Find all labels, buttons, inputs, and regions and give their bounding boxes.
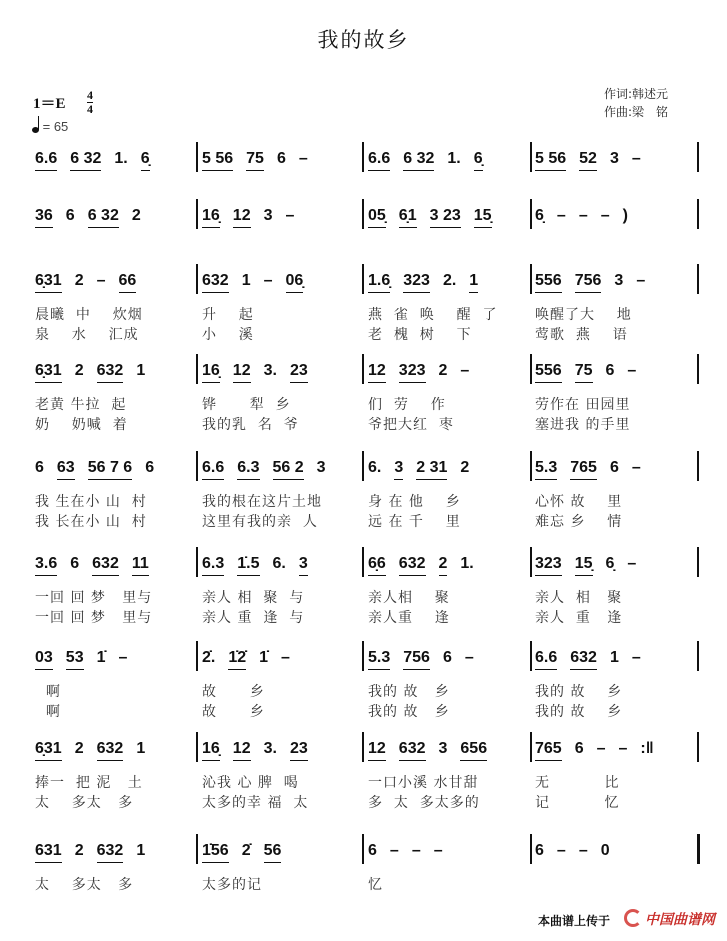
lyric-verse-2: 太多的幸 福 太: [202, 795, 309, 811]
lyric-verse-2: 莺歌 燕 语: [535, 327, 628, 343]
note-group: 632: [97, 362, 124, 383]
notation-line: [0, 207, 727, 231]
time-sig-top: 4: [87, 88, 93, 102]
note-group: 2.: [442, 272, 457, 289]
logo-icon: [624, 909, 642, 927]
lyric-verse-2: 塞进我 的手里: [535, 417, 631, 433]
note-group: 6: [605, 362, 615, 379]
note-group: 23: [290, 740, 308, 761]
note-group: :‖: [640, 740, 654, 757]
lyric-verse-1: 啊: [35, 684, 61, 700]
note-group: –: [631, 459, 641, 476]
note-group: 1.6̣: [368, 272, 390, 293]
note-group: 3: [316, 459, 326, 476]
note-group: 632: [92, 555, 119, 576]
measure: [368, 649, 487, 673]
notation-line: [0, 272, 727, 296]
lyric-verse-1: 亲人相 聚: [368, 590, 450, 606]
lyric-verse-2: 故 乡: [202, 704, 265, 720]
note-group: 6̣31: [35, 740, 62, 761]
note-group: 6: [70, 555, 80, 572]
bar-line: [362, 451, 364, 481]
note-group: 3: [438, 740, 448, 757]
lyric-verse-1: 亲人 相 聚: [535, 590, 623, 606]
note-group: –: [578, 842, 588, 859]
measure: [368, 150, 496, 174]
note-group: 632: [570, 649, 597, 670]
note-group: 6̣1: [399, 207, 417, 228]
note-group: 6̣: [141, 150, 150, 171]
note-group: 2: [438, 362, 448, 379]
measure: [368, 459, 482, 483]
lyric-verse-2: 太 多太 多: [35, 795, 134, 811]
bar-line: [362, 732, 364, 762]
note-group: 756: [403, 649, 430, 670]
note-group: 6: [276, 150, 286, 167]
measure: [202, 362, 321, 386]
note-group: 3.: [263, 362, 277, 379]
lyric-verse-2: 小 溪: [202, 327, 254, 343]
note-group: 1̇56: [202, 842, 229, 863]
note-group: 1: [136, 362, 146, 379]
bar-line: [697, 199, 699, 229]
bar-line: [362, 354, 364, 384]
lyric-verse-1: 太 多太 多: [35, 877, 134, 893]
measure: [35, 555, 162, 579]
measure: [35, 842, 158, 866]
note-group: 6 32: [70, 150, 101, 171]
note-group: 6: [574, 740, 584, 757]
note-group: 6: [609, 459, 619, 476]
bar-line: [530, 451, 532, 481]
note-group: 323: [535, 555, 562, 576]
measure: [202, 555, 321, 579]
note-group: 3.6: [35, 555, 57, 576]
note-group: 12: [233, 207, 251, 228]
measure: [368, 207, 505, 231]
key-signature: 1＝E: [33, 96, 66, 112]
note-group: 1̇2̇: [228, 649, 246, 670]
bar-line: [697, 142, 699, 172]
lyric-verse-1: 忆: [368, 877, 383, 893]
note-group: 52: [579, 150, 597, 171]
lyric-verse-2: 我的 故 乡: [535, 704, 623, 720]
note-group: 36: [35, 207, 53, 228]
lyric-verse-1: 无 比: [535, 775, 620, 791]
notation-line: [0, 740, 727, 764]
quarter-note-icon: [32, 127, 39, 133]
measure: [535, 842, 623, 866]
measure: [202, 842, 294, 866]
tempo-value: = 65: [42, 119, 69, 134]
bar-line: [530, 354, 532, 384]
note-group: 6: [65, 207, 75, 224]
lyric-verse-2: 难忘 乡 情: [535, 514, 623, 530]
note-group: 6.: [272, 555, 286, 572]
note-group: 1.: [114, 150, 128, 167]
note-group: 53: [66, 649, 84, 670]
measure: [202, 459, 339, 483]
bar-line: [697, 732, 699, 762]
time-signature: [87, 89, 93, 116]
bar-line: [697, 354, 699, 384]
note-group: 323: [399, 362, 426, 383]
note-group: 15̣: [474, 207, 492, 228]
bar-line: [697, 547, 699, 577]
note-group: –: [460, 362, 470, 379]
note-group: –: [627, 555, 637, 572]
bar-line: [362, 641, 364, 671]
note-group: 2: [74, 740, 84, 757]
note-group: –: [556, 842, 566, 859]
lyric-verse-1: 升 起: [202, 307, 254, 323]
note-group: 632: [97, 740, 124, 761]
lyric-verse-1: 们 劳 作: [368, 397, 446, 413]
measure: [35, 150, 163, 174]
lyric-verse-1: 铧 犁 乡: [202, 397, 291, 413]
note-group: 6: [35, 459, 44, 476]
note-group: 5.3: [535, 459, 557, 480]
note-group: 2: [131, 207, 141, 224]
measure: [35, 649, 140, 673]
note-group: 3: [394, 459, 403, 480]
note-group: 12: [368, 362, 386, 383]
note-group: 6̣31: [35, 362, 62, 383]
bar-line: [697, 264, 699, 294]
note-group: 12: [233, 362, 251, 383]
note-group: 06̣: [286, 272, 304, 293]
lyric-verse-1: 心怀 故 里: [535, 494, 623, 510]
bar-line: [196, 834, 198, 864]
note-group: –: [627, 362, 637, 379]
measure: [535, 150, 654, 174]
note-group: 6̣31: [35, 272, 62, 293]
bar-line: [362, 199, 364, 229]
note-group: 66: [119, 272, 137, 293]
lyric-verse-1: 劳作在 田园里: [535, 397, 631, 413]
note-group: 3.: [263, 740, 277, 757]
lyric-verse-2: 我的乳 名 爷: [202, 417, 299, 433]
lyric-verse-1: 太多的记: [202, 877, 262, 893]
lyric-verse-2: 爷把大红 枣: [368, 417, 454, 433]
notation-line: [0, 459, 727, 483]
note-group: –: [118, 649, 128, 666]
note-group: 3: [614, 272, 624, 289]
note-group: –: [596, 740, 606, 757]
note-group: 2 31: [416, 459, 447, 480]
lyric-verse-1: 我的 故 乡: [535, 684, 623, 700]
note-group: –: [281, 649, 290, 666]
time-sig-bottom: 4: [87, 102, 93, 116]
note-group: 6̣: [535, 207, 544, 224]
lyric-verse-1: 唤醒了大 地: [535, 307, 632, 323]
note-group: 23: [290, 362, 308, 383]
bar-line: [196, 732, 198, 762]
measure: [202, 649, 303, 673]
notation-line: [0, 150, 727, 174]
note-group: 632: [399, 555, 426, 576]
measure: [535, 740, 667, 764]
note-group: 756: [575, 272, 602, 293]
note-group: 05̣: [368, 207, 386, 228]
note-group: 2̇.: [202, 649, 216, 666]
bar-line: [530, 834, 532, 864]
note-group: 6 32: [403, 150, 434, 171]
lyric-verse-1: 燕 雀 唤 醒 了: [368, 307, 498, 323]
note-group: –: [433, 842, 443, 859]
note-group: 1: [136, 842, 146, 859]
bar-line: [530, 732, 532, 762]
note-group: 75: [246, 150, 264, 171]
measure: [535, 555, 649, 579]
note-group: ): [622, 207, 628, 224]
composer: 作曲:梁 铭: [604, 105, 669, 119]
bar-line: [697, 834, 700, 864]
notation-line: [0, 555, 727, 579]
bar-line: [196, 199, 198, 229]
note-group: –: [285, 207, 295, 224]
lyric-verse-2: 我的 故 乡: [368, 704, 450, 720]
measure: [35, 362, 158, 386]
note-group: 6̣: [474, 150, 483, 171]
lyric-verse-2: 啊: [35, 704, 61, 720]
measure: [535, 207, 641, 231]
bar-line: [697, 451, 699, 481]
lyricist: 作词:韩述元: [604, 87, 669, 101]
note-group: 2: [74, 842, 84, 859]
note-group: 6.6: [535, 649, 557, 670]
note-group: 323: [403, 272, 430, 293]
bar-line: [530, 547, 532, 577]
note-group: 6̣6: [368, 555, 386, 576]
lyric-verse-2: 泉 水 汇成: [35, 327, 139, 343]
note-group: 6.3: [202, 555, 224, 576]
lyric-verse-1: 老黄 牛拉 起: [35, 397, 127, 413]
note-group: –: [631, 150, 641, 167]
note-group: 6.6: [35, 150, 57, 171]
note-group: 03: [35, 649, 53, 670]
note-group: 0: [600, 842, 610, 859]
note-group: 632: [202, 272, 229, 293]
lyric-verse-1: 我的 故 乡: [368, 684, 450, 700]
note-group: 56 2: [273, 459, 304, 480]
lyric-verse-1: 故 乡: [202, 684, 265, 700]
bar-line: [196, 451, 198, 481]
measure: [202, 207, 307, 231]
note-group: 1̇: [96, 649, 106, 666]
bar-line: [697, 641, 699, 671]
note-group: 75: [575, 362, 593, 383]
measure: [368, 555, 487, 579]
note-group: 2̇: [241, 842, 251, 859]
note-group: 6: [442, 649, 452, 666]
lyric-verse-1: 沁我 心 脾 喝: [202, 775, 299, 791]
notation-line: [0, 842, 727, 866]
notation-line: [0, 649, 727, 673]
lyric-verse-2: 奶 奶喊 着: [35, 417, 128, 433]
lyric-verse-2: 亲人 重 逢: [535, 610, 623, 626]
note-group: 2: [74, 362, 84, 379]
bar-line: [530, 264, 532, 294]
bar-line: [530, 641, 532, 671]
lyric-verse-1: 捧一 把 泥 土: [35, 775, 143, 791]
note-group: 3: [299, 555, 308, 576]
note-group: –: [464, 649, 474, 666]
measure: [35, 740, 158, 764]
note-group: 6: [368, 842, 377, 859]
lyric-verse-1: 一回 回 梦 里与: [35, 590, 153, 606]
measure: [35, 459, 167, 483]
note-group: 3 23: [430, 207, 461, 228]
song-title: 我的故乡: [317, 28, 410, 52]
note-group: 63: [57, 459, 75, 480]
note-group: 556: [535, 362, 562, 383]
footer-text: 本曲谱上传于: [538, 914, 611, 928]
measure: [35, 272, 149, 296]
note-group: 765: [535, 740, 562, 761]
note-group: 2: [460, 459, 470, 476]
note-group: –: [96, 272, 106, 289]
lyric-verse-2: 一回 回 梦 里与: [35, 610, 153, 626]
note-group: –: [578, 207, 588, 224]
measure: [368, 842, 456, 866]
measure: [535, 362, 649, 386]
note-group: 632: [399, 740, 426, 761]
note-group: 1̇.5: [237, 555, 259, 576]
note-group: –: [600, 207, 610, 224]
measure: [202, 740, 321, 764]
note-group: 6.3: [237, 459, 259, 480]
measure: [535, 459, 654, 483]
note-group: –: [636, 272, 646, 289]
bar-line: [196, 641, 198, 671]
lyric-verse-1: 晨曦 中 炊烟: [35, 307, 143, 323]
note-group: 6: [145, 459, 155, 476]
note-group: 2: [74, 272, 84, 289]
lyric-verse-1: 我的根在这片土地: [202, 494, 322, 510]
measure: [368, 740, 500, 764]
note-group: 1: [136, 740, 146, 757]
lyric-verse-1: 一口小溪 水甘甜: [368, 775, 479, 791]
credits: [604, 85, 668, 121]
lyric-verse-1: 身 在 他 乡: [368, 494, 461, 510]
note-group: 3: [263, 207, 273, 224]
note-group: –: [618, 740, 628, 757]
note-group: 1: [469, 272, 478, 293]
note-group: 5 56: [535, 150, 566, 171]
note-group: –: [263, 272, 273, 289]
lyric-verse-2: 我 长在小 山 村: [35, 514, 147, 530]
bar-line: [530, 199, 532, 229]
measure: [202, 150, 321, 174]
bar-line: [196, 264, 198, 294]
note-group: 6.6: [202, 459, 224, 480]
note-group: –: [298, 150, 308, 167]
note-group: 1.: [460, 555, 474, 572]
lyric-verse-2: 远 在 千 里: [368, 514, 461, 530]
measure: [202, 272, 316, 296]
note-group: 631: [35, 842, 62, 863]
bar-line: [362, 264, 364, 294]
bar-line: [196, 354, 198, 384]
note-group: 1: [609, 649, 619, 666]
note-group: 632: [97, 842, 124, 863]
bar-line: [530, 142, 532, 172]
measure: [368, 362, 482, 386]
note-group: 6.6: [368, 150, 390, 171]
note-group: 3: [609, 150, 619, 167]
notation-line: [0, 362, 727, 386]
lyric-verse-2: 亲人 重 逢 与: [202, 610, 305, 626]
lyric-verse-2: 亲人重 逢: [368, 610, 450, 626]
note-group: –: [389, 842, 399, 859]
logo-text: 中国曲谱网: [645, 912, 715, 928]
note-group: 12: [368, 740, 386, 761]
measure: [535, 272, 658, 296]
measure: [535, 649, 654, 673]
lyric-verse-2: 记 忆: [535, 795, 620, 811]
note-group: 16̣: [202, 362, 220, 383]
note-group: 556: [535, 272, 562, 293]
lyric-verse-2: 这里有我的亲 人: [202, 514, 318, 530]
note-group: 56 7 6: [88, 459, 132, 480]
bar-line: [362, 834, 364, 864]
note-group: 656: [460, 740, 487, 761]
note-group: 1̇: [259, 649, 269, 666]
lyric-verse-1: 亲人 相 聚 与: [202, 590, 305, 606]
note-group: 765: [570, 459, 597, 480]
bar-line: [362, 547, 364, 577]
note-group: 11: [132, 555, 149, 576]
note-group: 1.: [447, 150, 461, 167]
note-group: 56: [264, 842, 282, 863]
bar-line: [362, 142, 364, 172]
note-group: –: [631, 649, 641, 666]
measure: [368, 272, 491, 296]
note-group: 16̣: [202, 207, 220, 228]
note-group: 6 32: [88, 207, 119, 228]
bar-line: [196, 547, 198, 577]
measure: [35, 207, 154, 231]
note-group: –: [556, 207, 566, 224]
note-group: –: [411, 842, 421, 859]
note-group: 12: [233, 740, 251, 761]
site-logo: [624, 909, 715, 929]
note-group: 15̣: [575, 555, 593, 576]
note-group: 16̣: [202, 740, 220, 761]
note-group: 5.3: [368, 649, 390, 670]
lyric-verse-1: 我 生在小 山 村: [35, 494, 147, 510]
tempo-marking: [32, 119, 68, 134]
bar-line: [196, 142, 198, 172]
note-group: 5 56: [202, 150, 233, 171]
lyric-verse-2: 多 太 多太多的: [368, 795, 480, 811]
note-group: 1: [241, 272, 251, 289]
note-group: 2: [439, 555, 448, 576]
note-group: 6̣: [605, 555, 615, 572]
note-group: 6.: [368, 459, 382, 476]
note-group: 6: [535, 842, 544, 859]
lyric-verse-2: 老 槐 树 下: [368, 327, 472, 343]
